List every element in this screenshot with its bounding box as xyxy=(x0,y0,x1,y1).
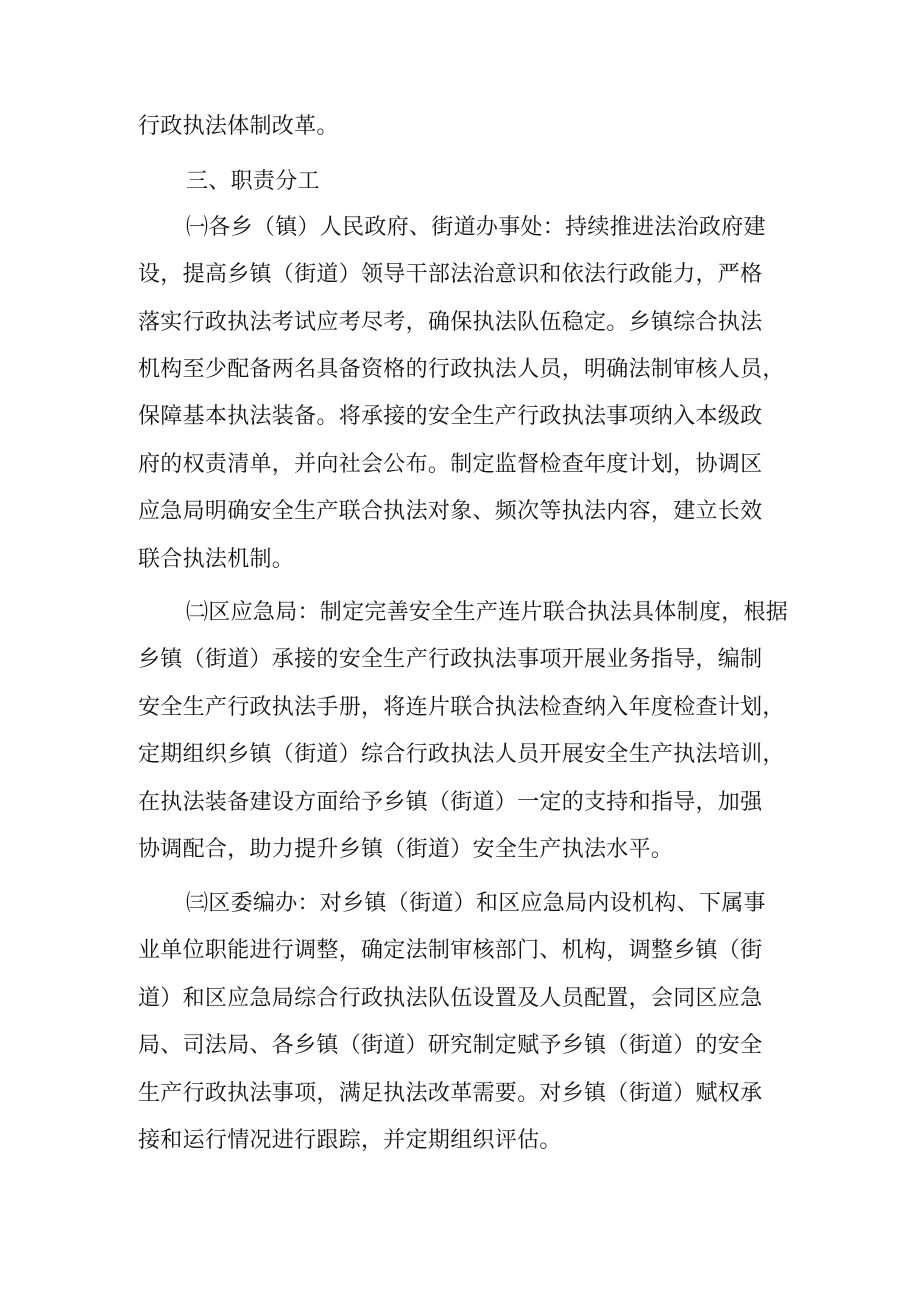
section-heading xyxy=(0,162,920,202)
text-line xyxy=(0,208,920,248)
text-line xyxy=(0,445,920,485)
text-line xyxy=(0,735,920,775)
text-line xyxy=(0,640,920,680)
line-text: 联合执法机制。 xyxy=(138,547,295,572)
line-text: 业单位职能进行调整，确定法制审核部门、机构，调整乡镇（街 xyxy=(138,938,763,963)
line-text: ㈢区委编办：对乡镇（街道）和区应急局内设机构、下属事 xyxy=(186,891,766,916)
line-text: 安全生产行政执法手册，将连片联合执法检查纳入年度检查计划， xyxy=(138,695,785,720)
line-text: 设，提高乡镇（街道）领导干部法治意识和依法行政能力，严格 xyxy=(138,262,763,287)
text-line xyxy=(0,884,920,924)
line-text: 保障基本执法装备。将承接的安全生产行政执法事项纳入本级政 xyxy=(138,404,763,429)
text-line xyxy=(0,107,920,147)
text-line xyxy=(0,1026,920,1066)
text-line xyxy=(0,397,920,437)
text-line xyxy=(0,830,920,870)
line-text: 应急局明确安全生产联合执法对象、频次等执法内容，建立长效 xyxy=(138,499,763,524)
line-text: 落实行政执法考试应考尽考，确保执法队伍稳定。乡镇综合执法 xyxy=(138,310,763,335)
line-text: 局、司法局、各乡镇（街道）研究制定赋予乡镇（街道）的安全 xyxy=(138,1033,763,1058)
line-text: 在执法装备建设方面给予乡镇（街道）一定的支持和指导，加强 xyxy=(138,790,763,815)
text-line xyxy=(0,979,920,1019)
text-line xyxy=(0,492,920,532)
text-line xyxy=(0,255,920,295)
text-line xyxy=(0,688,920,728)
line-text: 机构至少配备两名具备资格的行政执法人员，明确法制审核人员， xyxy=(138,357,785,382)
text-line xyxy=(0,303,920,343)
text-line xyxy=(0,1121,920,1161)
line-text: 乡镇（街道）承接的安全生产行政执法事项开展业务指导，编制 xyxy=(138,647,763,672)
text-line xyxy=(0,593,920,633)
line-text: ㈠各乡（镇）人民政府、街道办事处：持续推进法治政府建 xyxy=(186,215,766,240)
line-text: 行政执法体制改革。 xyxy=(138,114,339,139)
text-line xyxy=(0,783,920,823)
line-text: 协调配合，助力提升乡镇（街道）安全生产执法水平。 xyxy=(138,837,674,862)
line-text: 定期组织乡镇（街道）综合行政执法人员开展安全生产执法培训， xyxy=(138,742,785,767)
text-line xyxy=(0,350,920,390)
text-line xyxy=(0,931,920,971)
line-text: 道）和区应急局综合行政执法队伍设置及人员配置，会同区应急 xyxy=(138,986,763,1011)
line-text: 府的权责清单，并向社会公布。制定监督检查年度计划，协调区 xyxy=(138,452,763,477)
line-text: 接和运行情况进行跟踪，并定期组织评估。 xyxy=(138,1128,562,1153)
line-text: 三、职责分工 xyxy=(186,169,320,194)
line-text: 生产行政执法事项，满足执法改革需要。对乡镇（街道）赋权承 xyxy=(138,1081,763,1106)
line-text: ㈡区应急局：制定完善安全生产连片联合执法具体制度，根据 xyxy=(186,600,789,625)
text-line xyxy=(0,1074,920,1114)
text-line xyxy=(0,540,920,580)
